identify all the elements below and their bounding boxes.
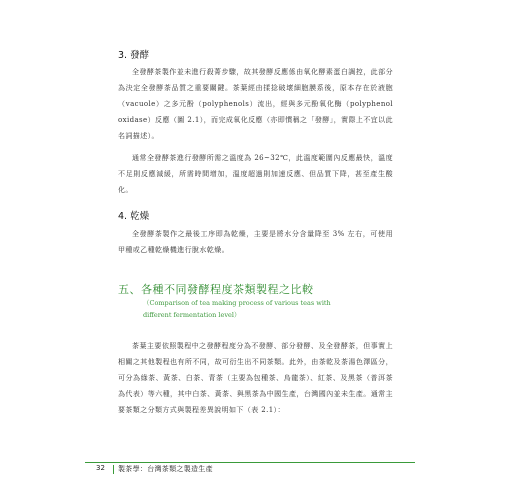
section-3-body: [118, 64, 393, 198]
section-4-heading: 4. 乾燥: [118, 211, 150, 222]
section-3-heading: 3. 發酵: [118, 50, 150, 61]
running-footer-title: 製茶學：台灣茶類之製造生產: [118, 465, 213, 473]
page-number: 32: [96, 464, 105, 472]
footer-divider: [113, 465, 114, 474]
paragraph: 全發酵茶製作並未進行殺菁步驟，故其發酵反應係由氧化酵素蛋白調控，此部分為決定全發酵茶品質之重要關鍵。茶葉經由揉捻破壞細胞膜系後，原本存在於液胞（vacuole）之多元酚（polyphenols）流出，經與多元酚氧化酶（polyphenol oxidase）反應（圖 2.1），而完成氧化反應（亦即慣稱之「發酵」，實際上不宜以此名詞描述）。: [118, 68, 393, 140]
section-5-title: 五、各種不同發酵程度茶類製程之比較: [118, 283, 314, 296]
section-5-body: [118, 338, 393, 418]
section-5-subtitle: [143, 297, 343, 321]
paragraph: 茶葉主要依照製程中之發酵程度分為不發酵、部分發酵、及全發酵茶，但事實上相關之其他製程也有所不同，故可衍生出不同茶類。此外，由茶乾及茶湯色澤區分，可分為綠茶、黃茶、白茶、青茶（主要為包種茶、烏龍茶）、紅茶、及黑茶（普洱茶為代表）等六種，其中白茶、黃茶、與黑茶為中國生產，台灣國內並未生產。通常主要茶類之分類方式與製程差異說明如下（表 2.1）：: [118, 342, 393, 414]
subtitle-line: different fermentation level）: [143, 311, 241, 319]
footer-rule: [85, 462, 415, 463]
subtitle-line: （Comparison of tea making process of various teas with: [143, 299, 331, 307]
paragraph: 通常全發酵茶進行發酵所需之溫度為 26~32℃，此溫度範圍內反應最快，溫度不足則反應減緩，所需時間增加，溫度超過則加速反應、但品質下降，甚至產生酸化。: [118, 154, 393, 194]
paragraph: 全發酵茶製作之最後工序即為乾燥，主要是將水分含量降至 3% 左右，可使用甲種或乙種乾燥機進行脫水乾燥。: [118, 230, 393, 254]
section-4-body: [118, 226, 393, 258]
